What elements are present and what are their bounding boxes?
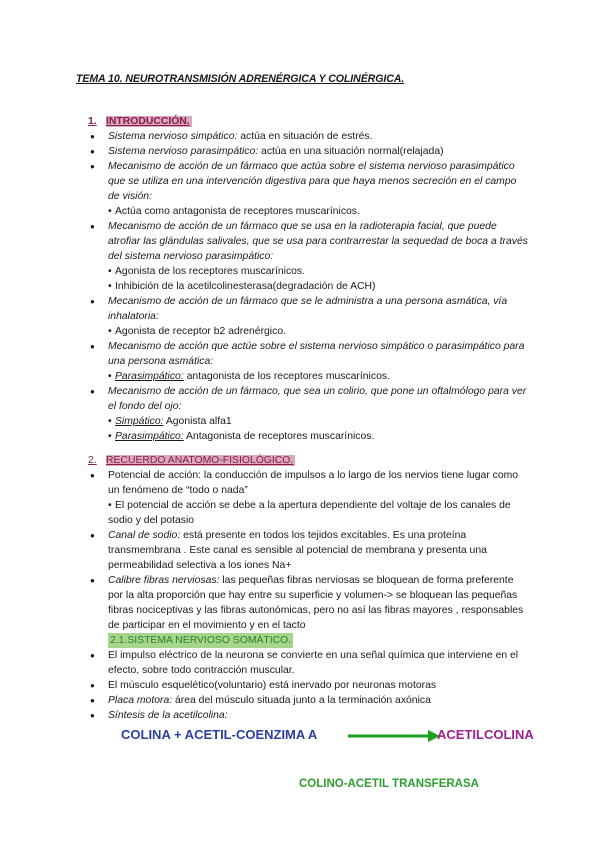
item-label: Mecanismo de acción de un fármaco que se usa en la radioterapia facial, que puede atrofiar las glándulas salivales, que se usa para contrarrestar la sequedad de boca a través del sistema nervioso parasimpático: (108, 221, 528, 262)
item-label: Sistema nervioso simpático: (108, 131, 238, 142)
sub-item-text: Agonista alfa1 (163, 416, 232, 427)
list-item-parasimpatico (88, 144, 528, 159)
reactants-label: COLINA + ACETIL-COENZIMA A (121, 727, 318, 742)
document-body (88, 114, 528, 723)
sub-item: • Inhibición de la acetilcolinesterasa(degradación de ACH) (108, 281, 376, 292)
section-1-number: 1. (88, 116, 97, 127)
list-item-asmatica-sistema (88, 339, 528, 369)
sub-item-label: Simpático: (115, 416, 164, 427)
sub-item: • Parasimpático: Antagonista de receptores muscarínicos. (108, 431, 375, 442)
sub-item-label: Parasimpático: (115, 431, 184, 442)
item-text: El músculo esquelético(voluntario) está inervado por neuronas motoras (108, 680, 437, 691)
list-item-musculo (88, 678, 528, 693)
item-text: El impulso eléctrico de la neurona se convierte en una señal química que interviene en el efecto, sobre todo contracción muscular. (108, 650, 519, 676)
sub-item: • Agonista de receptor b2 adrenérgico. (108, 326, 286, 337)
reaction-arrow-icon (348, 729, 440, 743)
sub-item-text: Inhibición de la acetilcolinesterasa(degradación de ACH) (115, 281, 376, 292)
item-label: Mecanismo de acción de un fármaco, que sea un colirio, que pone un oftalmólogo para ver el fondo del ojo: (108, 386, 527, 412)
item-label: Mecanismo de acción que actúe sobre el sistema nervioso simpático o parasimpático para una persona asmática: (108, 341, 525, 367)
sub-item-label: Parasimpático: (115, 371, 184, 382)
item-text: las pequeñas fibras nerviosas se bloquean de forma preferente por la alta proporción que hay entre su superficie y volumen-> se bloquean las pequeñas fibras nociceptivas y las fibras autonómicas, pero no así las fibras mayores , responsables de participar en el movimiento y en el tacto (108, 575, 524, 631)
sub-item-text: Agonista de los receptores muscarínicos. (115, 266, 306, 277)
item-text: actúa en una situación normal(relajada) (258, 146, 444, 157)
subsection-title: 2.1.SISTEMA NERVIOSO SOMÁTICO. (110, 635, 292, 646)
item-text: área del músculo situada junto a la terminación axónica (172, 695, 431, 706)
list-item-radioterapia (88, 219, 528, 264)
item-label: Calibre fibras nerviosas: (108, 575, 220, 586)
list-item-placa (88, 693, 528, 708)
item-label: Síntesis de la acetilcolina: (108, 710, 228, 721)
item-text: actúa en situación de estrés. (237, 131, 373, 142)
sub-item-text: antagonista de los receptores muscarínicos. (183, 371, 390, 382)
item-text: está presente en todos los tejidos excitables. Es una proteína transmembrana . Este canal es sensible al potencial de membrana y presenta una permeabilidad selectiva a los iones Na+ (108, 530, 487, 571)
item-label: Sistema nervioso parasimpático: (108, 146, 259, 157)
section-2-title: RECUERDO ANATOMO-FISIOLÓGICO. (106, 455, 294, 466)
section-1-heading (88, 114, 528, 129)
item-label: Mecanismo de acción de un fármaco que se le administra a una persona asmática, vía inhalatoria: (108, 296, 508, 322)
list-item-impulso (88, 648, 528, 678)
sub-item-text: El potencial de acción se debe a la apertura dependiente del voltaje de los canales de sodio y del potasio (108, 500, 511, 526)
item-label: Mecanismo de acción de un fármaco que actúa sobre el sistema nervioso parasimpático que se utiliza en una intervención digestiva para que haya menos secreción en el campo de visión: (108, 161, 517, 202)
section-1-title: INTRODUCCIÓN. (106, 116, 190, 127)
sub-item: • Agonista de los receptores muscarínicos. (108, 266, 306, 277)
item-label: Canal de sodio: (108, 530, 181, 541)
sub-item-text: Agonista de receptor b2 adrenérgico. (115, 326, 286, 337)
sub-item: • Parasimpático: antagonista de los receptores muscarínicos. (108, 371, 390, 382)
list-item-potencial (88, 468, 528, 498)
section-2-number: 2. (88, 455, 97, 466)
sub-item: • Simpático: Agonista alfa1 (108, 416, 232, 427)
enzyme-label: COLINO-ACETIL TRANSFERASA (299, 778, 479, 790)
list-item-canal-sodio (88, 528, 528, 573)
list-item-simpatico (88, 129, 528, 144)
sub-item: • El potencial de acción se debe a la apertura dependiente del voltaje de los canales de sodio y del potasio (108, 500, 511, 526)
list-item-colirio (88, 384, 528, 414)
section-2-list (88, 468, 528, 723)
product-label: ACETILCOLINA (437, 727, 534, 742)
sub-item-text: Actúa como antagonista de receptores muscarínicos. (115, 206, 360, 217)
sub-item: • Actúa como antagonista de receptores muscarínicos. (108, 206, 360, 217)
list-item-digestiva (88, 159, 528, 204)
document-title: TEMA 10. NEUROTRANSMISIÓN ADRENÉRGICA Y COLINÉRGICA. (76, 73, 405, 85)
subsection-heading (88, 633, 528, 648)
sub-item-text: Antagonista de receptores muscarínicos. (183, 431, 375, 442)
list-item-sintesis (88, 708, 528, 723)
section-2-heading (88, 453, 528, 468)
list-item-asmatica-inhalatoria (88, 294, 528, 324)
item-text: Potencial de acción: la conducción de impulsos a lo largo de los nervios tiene lugar como un fenómeno de “todo o nada” (108, 470, 519, 496)
list-item-calibre (88, 573, 528, 633)
item-label: Placa motora: (108, 695, 173, 706)
section-1-list (88, 129, 528, 444)
